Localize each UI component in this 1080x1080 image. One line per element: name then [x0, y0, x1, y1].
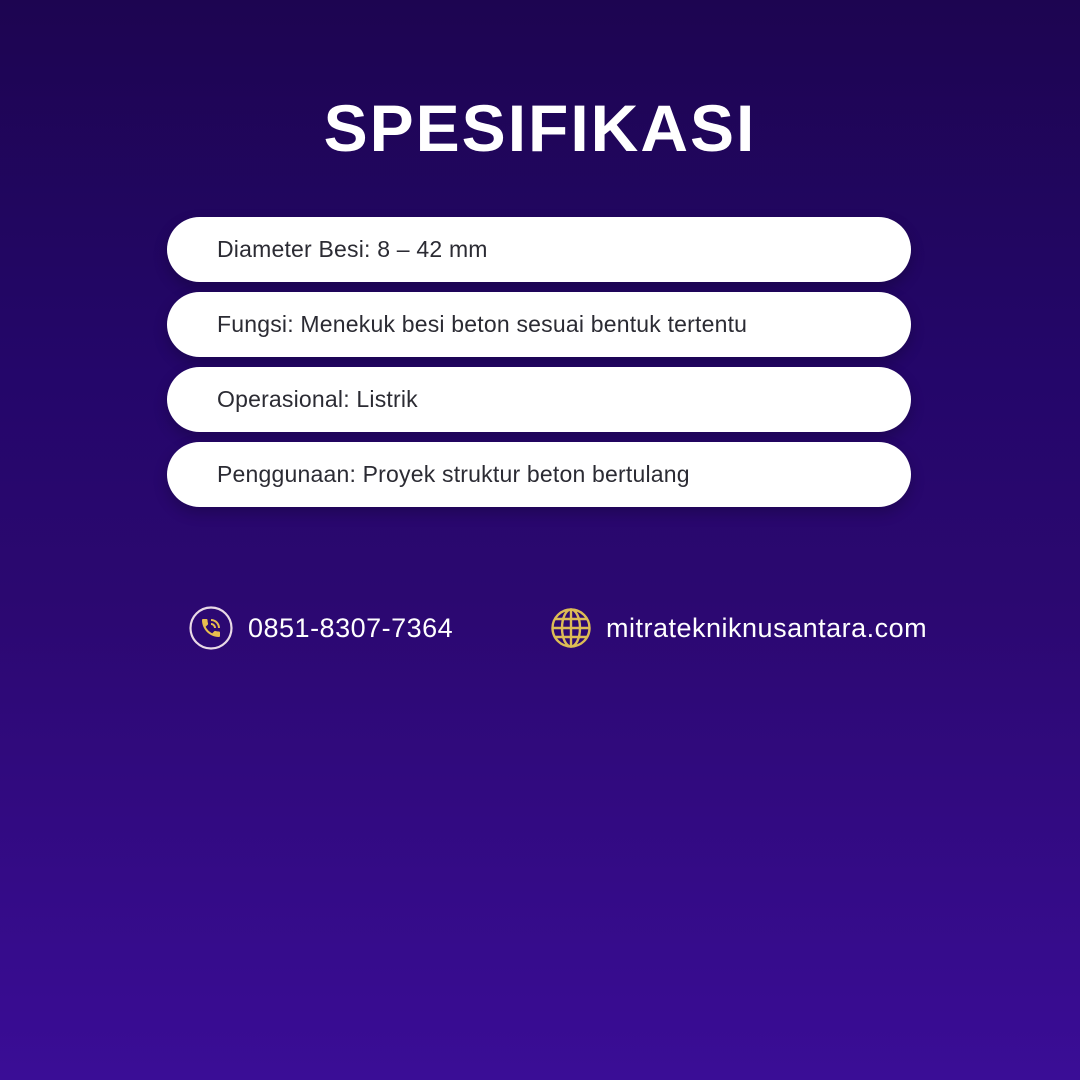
spec-card-operasional	[167, 367, 911, 432]
globe-icon	[550, 607, 592, 649]
phone-contact	[188, 605, 453, 651]
spec-card-label: Operasional: Listrik	[217, 386, 418, 412]
spec-card-fungsi	[167, 292, 911, 357]
website-contact	[550, 607, 927, 649]
spec-card-penggunaan	[167, 442, 911, 507]
spec-list	[167, 217, 911, 517]
phone-in-talk-icon	[188, 605, 234, 651]
spec-card-label: Diameter Besi: 8 – 42 mm	[217, 236, 488, 262]
spec-card-label: Penggunaan: Proyek struktur beton bertulang	[217, 461, 690, 487]
spec-card-label: Fungsi: Menekuk besi beton sesuai bentuk tertentu	[217, 311, 748, 337]
phone-number: 0851-8307-7364	[248, 612, 454, 643]
website-url: mitratekniknusantara.com	[606, 612, 928, 643]
page-title: SPESIFIKASI	[323, 91, 757, 165]
spec-card-diameter	[167, 217, 911, 282]
